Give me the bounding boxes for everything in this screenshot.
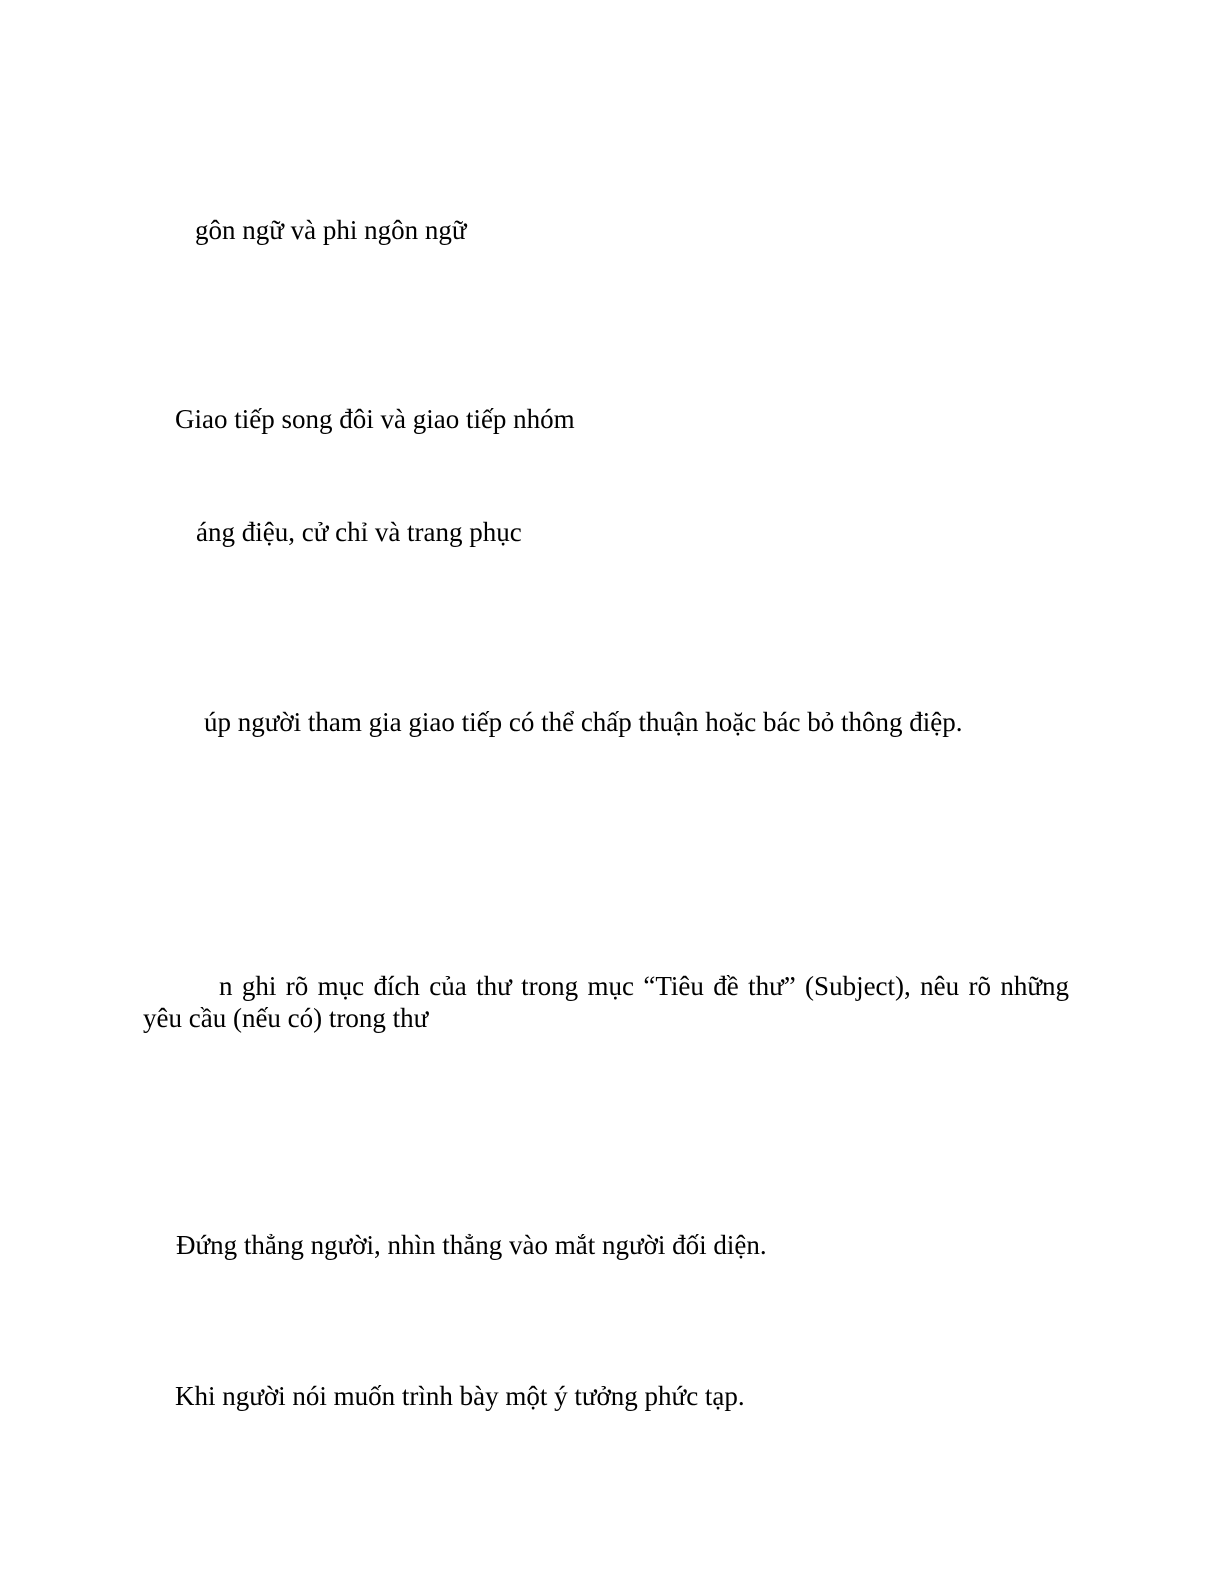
text-line-pair-group-communication: Giao tiếp song đôi và giao tiếp nhóm [175,404,575,434]
text-line-gesture-attire: áng điệu, cử chỉ và trang phục [196,517,522,547]
text-line-complex-idea: Khi người nói muốn trình bày một ý tưởng phức tạp. [175,1381,745,1411]
text-line-email-subject-first: n ghi rõ mục đích của thư trong mục “Tiêu đề thư” (Subject), nêu rõ những [219,971,1069,1001]
text-line-verbal-nonverbal: gôn ngữ và phi ngôn ngữ [195,215,467,245]
text-line-accept-reject-message: úp người tham gia giao tiếp có thể chấp thuận hoặc bác bỏ thông điệp. [204,707,963,737]
text-line-stand-straight: Đứng thẳng người, nhìn thẳng vào mắt người đối diện. [176,1230,767,1260]
text-paragraph-email-subject [143,970,1069,1034]
text-line-email-subject-second: yêu cầu (nếu có) trong thư [143,1003,429,1033]
